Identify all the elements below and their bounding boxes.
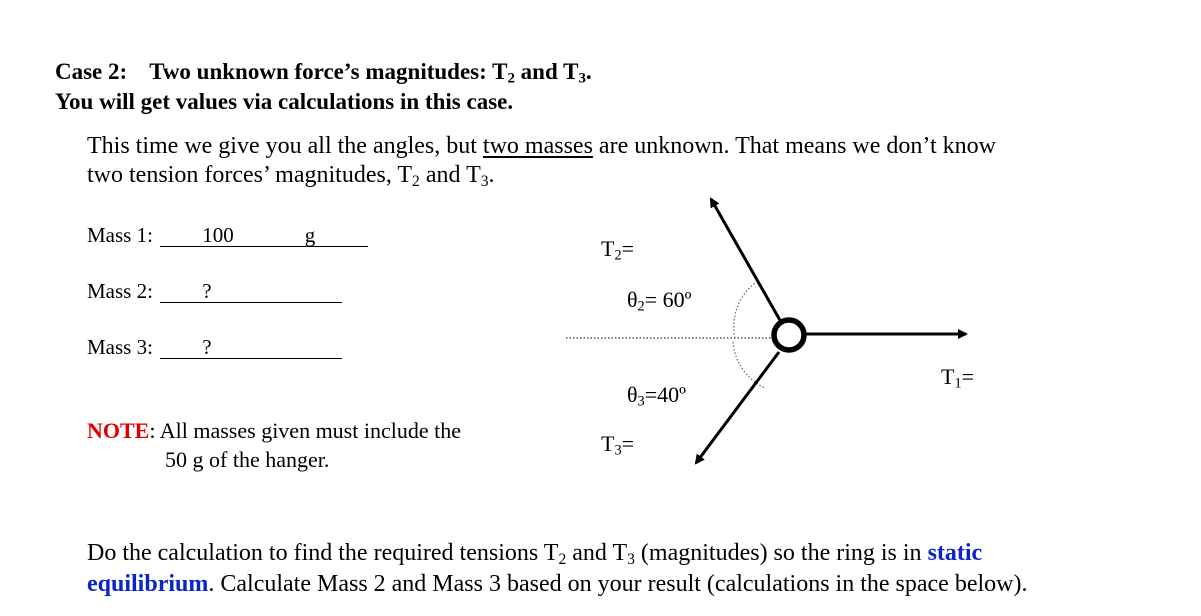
t1-label: $T_1=$ [941,364,975,392]
ring [774,320,804,350]
footer-line-1: Do the calculation to find the required tensions $T_2$ and $T_3$ (magnitudes) so the ring is in static [87,540,983,568]
mass-1-unit: g [304,223,316,247]
mass-3-label: Mass 3: [87,335,153,359]
case-subheading: You will get values via calculations in this case. [55,89,514,114]
theta3-arc [733,342,765,388]
intro-line-2: two tension forces’ magnitudes, $T_2$ and $T_3$. [87,162,495,190]
case-title: Two unknown force’s magnitudes: $T_2$ and $T_3$. [149,59,592,87]
t3-arrow [696,352,779,463]
case-label: Case 2: [55,59,128,84]
theta2-arc [734,283,755,338]
mass-3-value: ? [202,335,212,359]
t3-label: $T_3=$ [601,431,635,459]
static-keyword: static [927,540,983,566]
intro-line-1: This time we give you all the angles, but two masses are unknown. That means we don’t know [87,133,996,159]
t2-label: $T_2=$ [601,236,635,264]
two-masses-underlined: two masses [482,133,593,159]
footer-line-2: equilibrium. Calculate Mass 2 and Mass 3 based on your result (calculations in the space below). [87,571,1028,597]
theta3-label: $\theta_3=40º$ [627,382,686,410]
mass-2-value: ? [202,279,212,303]
t2-arrow [711,199,781,322]
note-label: NOTE [87,418,150,443]
mass-1-label: Mass 1: [87,223,153,247]
note-line-2: 50 g of the hanger. [165,447,330,472]
equilibrium-keyword: equilibrium [87,571,209,597]
note-line-1: NOTE: All masses given must include the [87,418,461,443]
mass-2-label: Mass 2: [87,279,153,303]
mass-1-value: 100 [202,223,234,247]
theta2-label: $\theta_2=$ 60º [627,287,692,315]
